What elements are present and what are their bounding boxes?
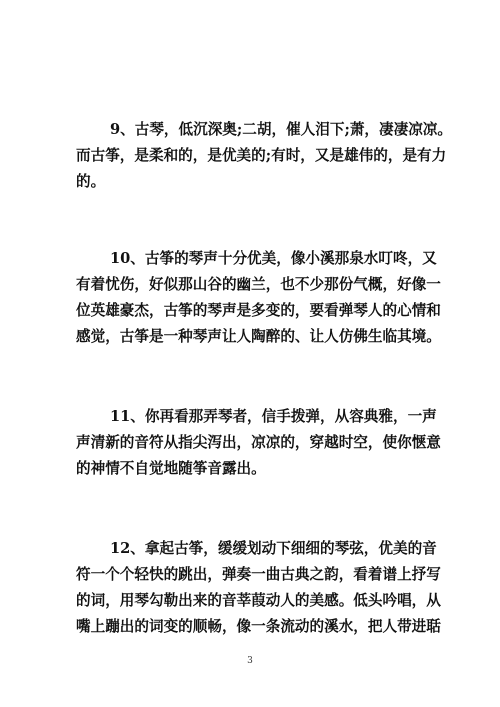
paragraph-10 (76, 246, 441, 350)
paragraph-line: 而古筝，是柔和的，是优美的;有时，又是雄伟的，是有力 (76, 147, 447, 164)
paragraph-line: 感觉，古筝是一种琴声让人陶醉的、让人仿佛生临其境。 (76, 328, 441, 345)
paragraph-12 (76, 536, 441, 640)
paragraph-line: 的词，用琴勾勒出来的音莘葭动人的美感。低头吟唱，从 (76, 592, 441, 609)
paragraph-line: 10、古筝的琴声十分优美，像小溪那泉水叮咚，又 (110, 250, 437, 267)
paragraph-line: 9、古琴，低沉深奥;二胡，催人泪下;萧，凄凄凉凉。 (110, 121, 452, 138)
paragraph-line: 声清新的音符从指尖泻出，凉凉的，穿越时空，使你惬意 (76, 434, 441, 451)
paragraph-line: 位英雄豪杰，古筝的琴声是多变的，要看弹琴人的心情和 (76, 302, 441, 319)
paragraph-line: 嘴上蹦出的词变的顺畅，像一条流动的溪水，把人带进聒 (76, 618, 441, 635)
paragraph-line: 的。 (76, 173, 106, 190)
page-number: 3 (247, 656, 253, 666)
paragraph-line: 符一个个轻快的跳出，弹奏一曲古典之韵，看着谱上抒写 (76, 566, 441, 583)
paragraph-line: 12、拿起古筝，缓缓划动下细细的琴弦，优美的音 (110, 540, 437, 557)
paragraph-line: 11、你再看那弄琴者，信手拨弹，从容典雅，一声 (110, 408, 437, 425)
paragraph-9 (76, 117, 452, 195)
paragraph-line: 的神情不自觉地随筝音露出。 (76, 460, 266, 477)
paragraph-line: 有着忧伤，好似那山谷的幽兰，也不少那份气概，好像一 (76, 276, 441, 293)
paragraph-11 (76, 404, 441, 482)
